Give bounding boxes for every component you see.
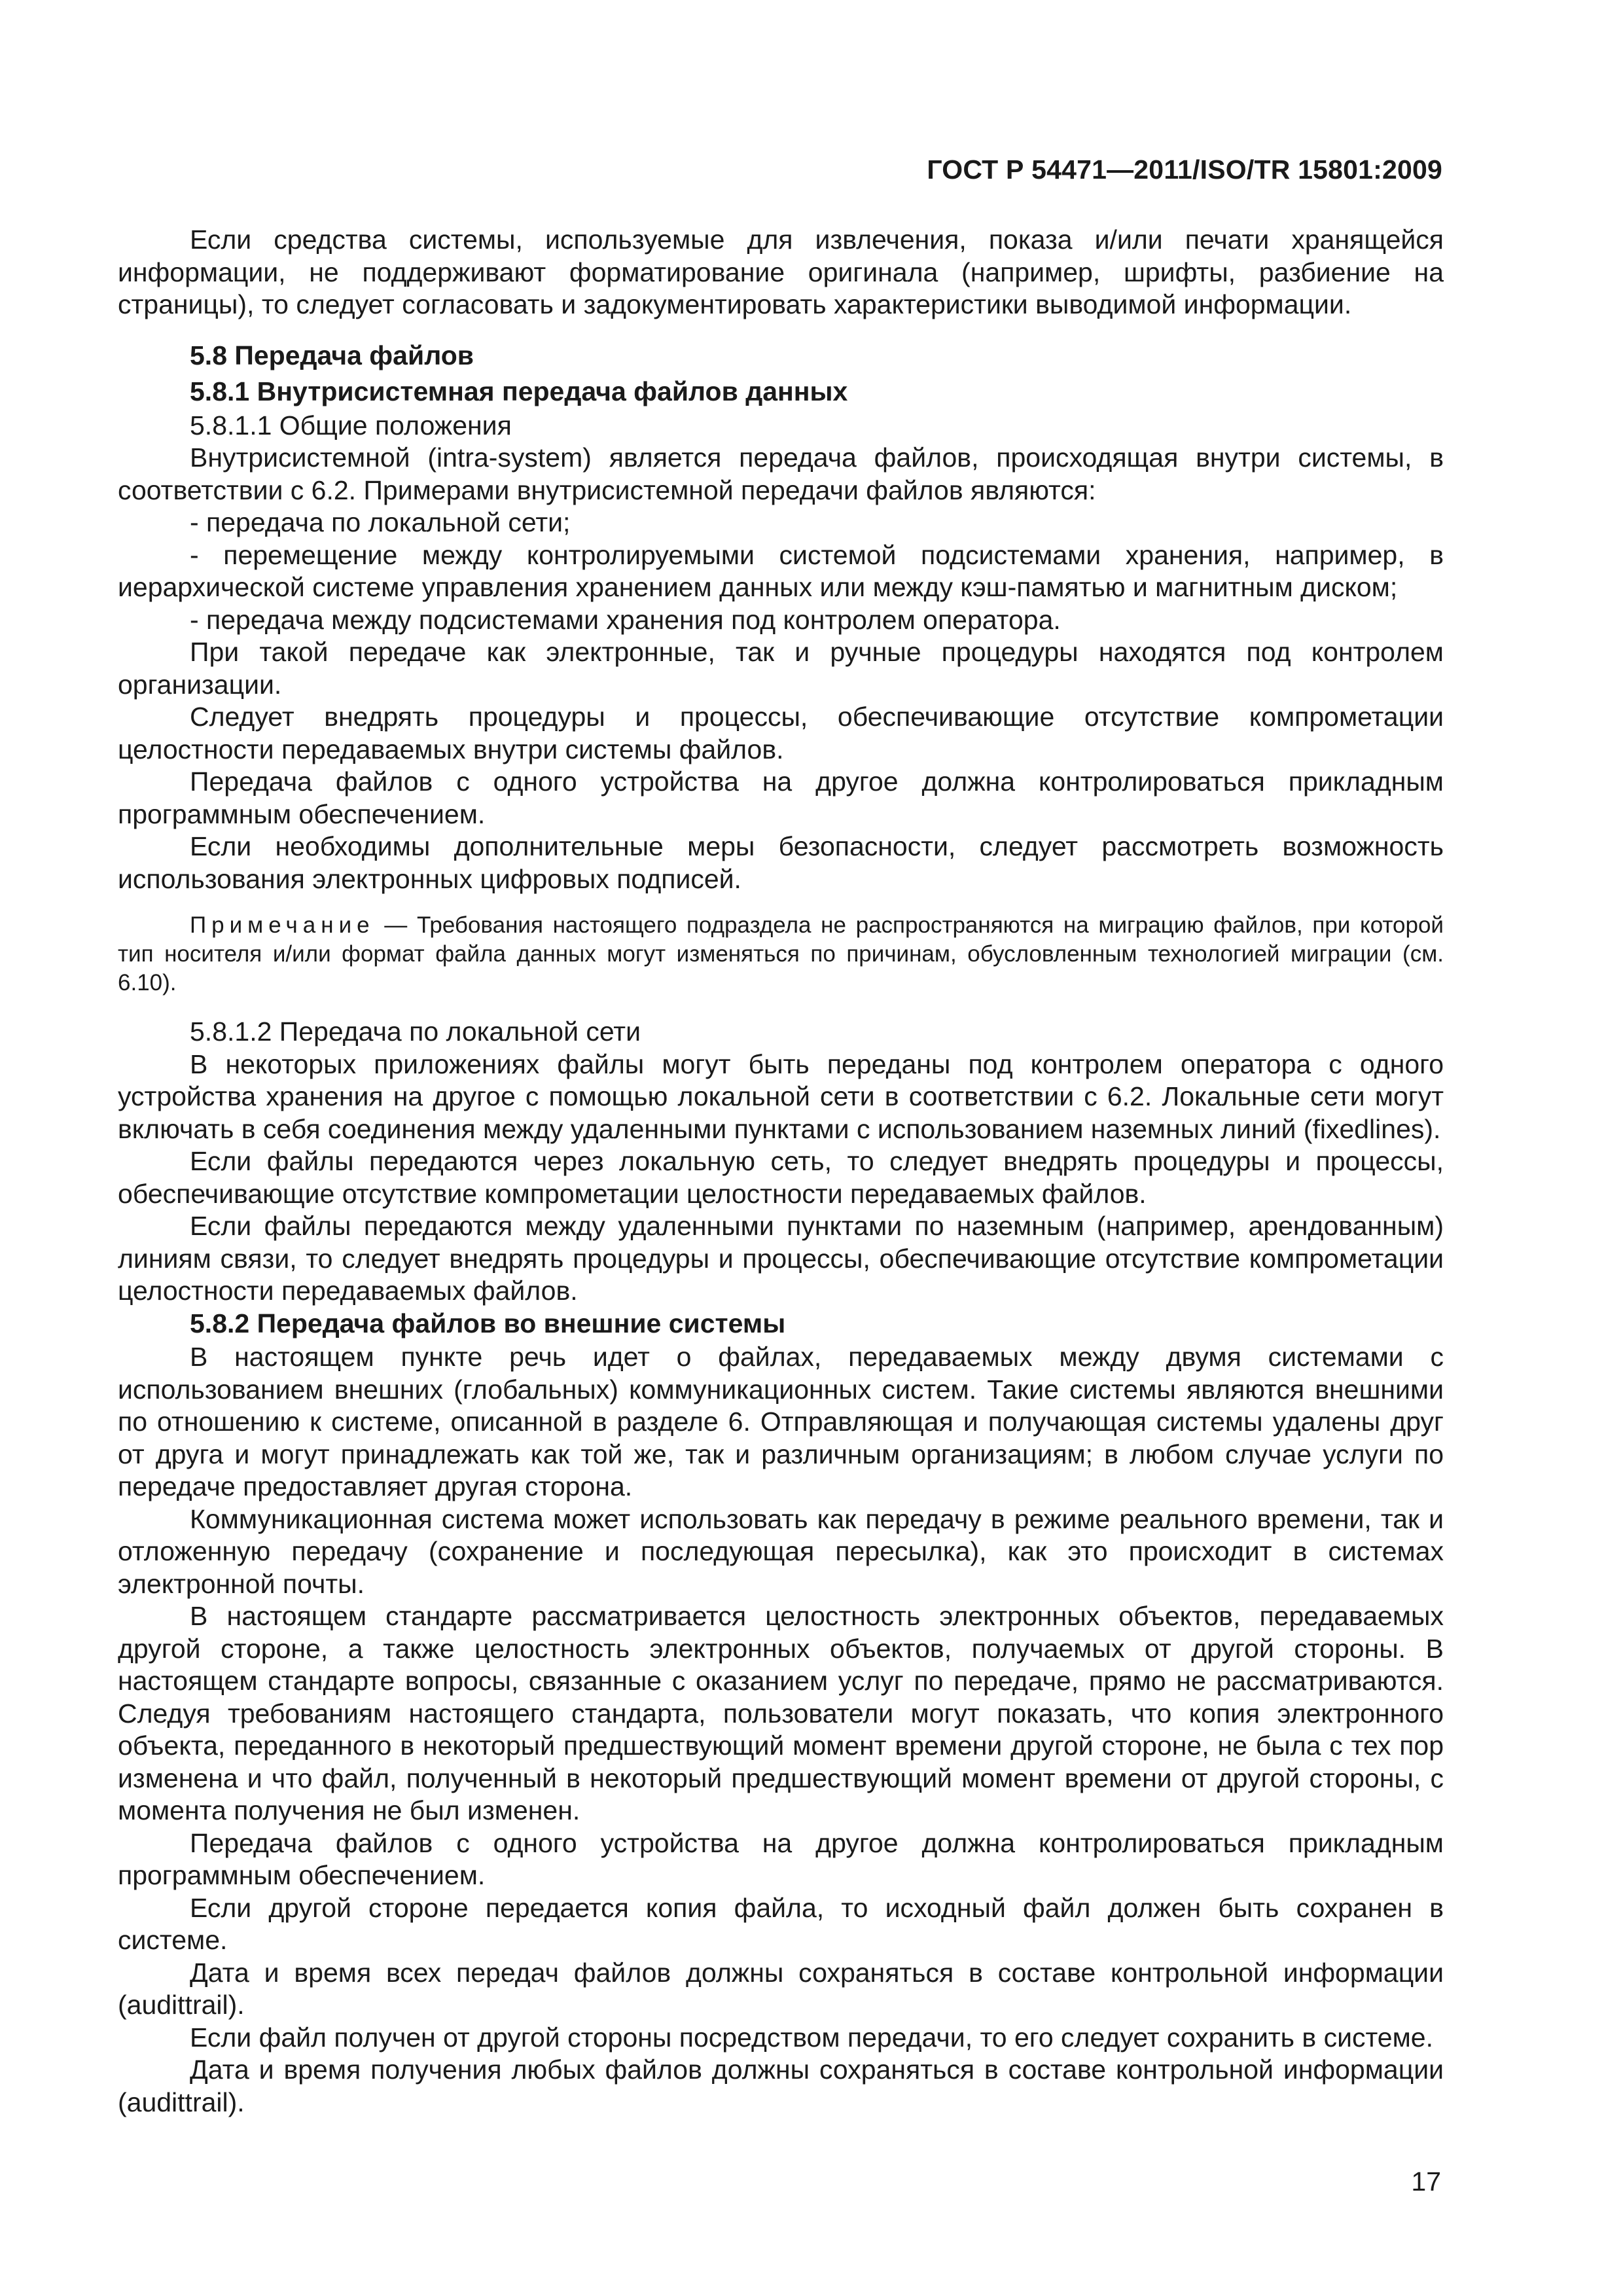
paragraph: Передача файлов с одного устройства на другое должна контролироваться прикладным программным обеспечением. (118, 1827, 1444, 1890)
paragraph: В настоящем пункте речь идет о файлах, передаваемых между двумя системами с использованием внешних (глобальных) коммуникационных систем. Такие системы являются внешними по отношению к системе, описанной в разделе 6. Отправляющая и получающая системы удалены друг от друга и могут принадлежать как той же, так и различным организациям; в любом случае услуги по передаче предоставляет другая сторона. (118, 1342, 1444, 1501)
document-header: ГОСТ Р 54471—2011/ISO/TR 15801:2009 (927, 154, 1442, 185)
paragraph: Если файлы передаются между удаленными пунктами по наземным (например, арендованным) линиям связи, то следует внедрять процедуры и процессы, обеспечивающие отсутствие компрометации целостности передаваемых файлов. (118, 1211, 1444, 1306)
paragraph: Следует внедрять процедуры и процессы, обеспечивающие отсутствие компрометации целостности передаваемых внутри системы файлов. (118, 702, 1444, 764)
paragraph: Если другой стороне передается копия файла, то исходный файл должен быть сохранен в системе. (118, 1892, 1444, 1955)
paragraph: Если файлы передаются через локальную сеть, то следует внедрять процедуры и процессы, обеспечивающие отсутствие компрометации целостности передаваемых файлов. (118, 1146, 1444, 1209)
list-item: - передача между подсистемами хранения под контролем оператора. (190, 604, 1061, 635)
paragraph: Если средства системы, используемые для извлечения, показа и/или печати хранящейся информации, не поддерживают форматирование оригинала (например, шрифты, разбиение на страницы), то следует согласовать и задокументировать характеристики выводимой информации. (118, 224, 1444, 319)
paragraph: В настоящем стандарте рассматривается целостность электронных объектов, передаваемых другой стороне, а также целостность электронных объектов, получаемых от другой стороны. В настоящем стандарте вопросы, связанные с оказанием услуг по передаче, прямо не рассматриваются. Следуя требованиям настоящего стандарта, пользователи могут показать, что копия электронного объекта, переданного в некоторый предшествующий момент времени другой стороне, не была с тех пор изменена и что файл, полученный в некоторый предшествующий момент времени от другой стороны, с момента получения не был изменен. (118, 1601, 1444, 1825)
paragraph: Дата и время всех передач файлов должны сохраняться в составе контрольной информации (audittrail). (118, 1957, 1444, 2020)
list-item: - передача по локальной сети; (190, 507, 571, 537)
paragraph: Дата и время получения любых файлов должны сохраняться в составе контрольной информации (audittrail). (118, 2054, 1444, 2117)
paragraph: Если необходимы дополнительные меры безопасности, следует рассмотреть возможность использования электронных цифровых подписей. (118, 831, 1444, 894)
document-body (118, 224, 1444, 2119)
note-label: Примечание (190, 912, 375, 938)
section-heading-5-8-1-1: 5.8.1.1 Общие положения (190, 410, 512, 440)
paragraph: Коммуникационная система может использовать как передачу в режиме реального времени, так и отложенную передачу (сохранение и последующая пересылка), как это происходит в системах электронной почты. (118, 1503, 1444, 1599)
section-heading-5-8-1: 5.8.1 Внутрисистемная передача файлов данных (190, 376, 848, 406)
note-text: — Требования настоящего подраздела не распространяются на миграцию файлов, при которой тип носителя и/или формат файла данных могут изменяться по причинам, обусловленным технологией миграции (см. 6.10). (118, 912, 1444, 996)
section-heading-5-8-2: 5.8.2 Передача файлов во внешние системы (190, 1308, 786, 1338)
paragraph: При такой передаче как электронные, так и ручные процедуры находятся под контролем организации. (118, 637, 1444, 700)
paragraph: В некоторых приложениях файлы могут быть переданы под контролем оператора с одного устройства хранения на другое с помощью локальной сети в соответствии с 6.2. Локальные сети могут включать в себя соединения между удаленными пунктами с использованием наземных линий (fixedlines). (118, 1049, 1444, 1144)
section-heading-5-8-1-2: 5.8.1.2 Передача по локальной сети (190, 1016, 641, 1047)
note (118, 911, 1444, 997)
paragraph: Внутрисистемной (intra-system) является передача файлов, происходящая внутри системы, в соответствии с 6.2. Примерами внутрисистемной передачи файлов являются: (118, 442, 1444, 505)
paragraph: Если файл получен от другой стороны посредством передачи, то его следует сохранить в системе. (190, 2022, 1433, 2053)
list-item: - перемещение между контролируемыми системой подсистемами хранения, например, в иерархической системе управления хранением данных или между кэш-памятью и магнитным диском; (118, 539, 1444, 602)
paragraph: Передача файлов с одного устройства на другое должна контролироваться прикладным программным обеспечением. (118, 766, 1444, 829)
page-number: 17 (1411, 2166, 1441, 2197)
section-heading-5-8: 5.8 Передача файлов (190, 340, 474, 370)
